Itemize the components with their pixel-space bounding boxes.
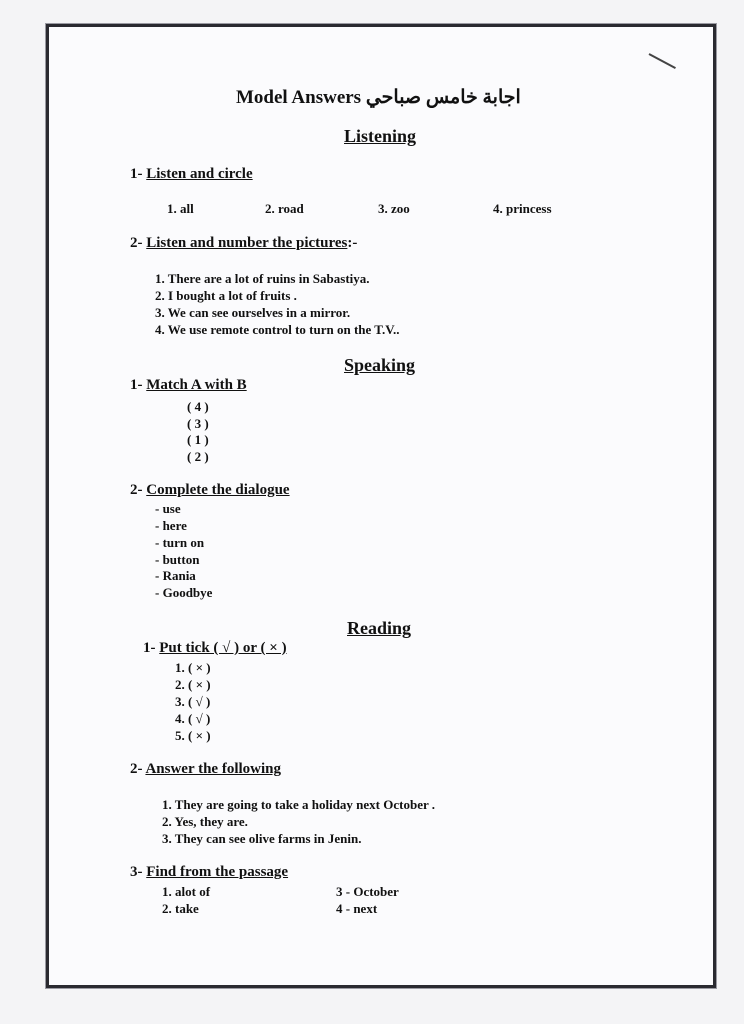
reading-heading: Reading xyxy=(347,618,412,638)
reading-q2-number: 2- xyxy=(130,761,143,777)
speaking-q1-answer: ( 4 ) xyxy=(187,399,209,414)
speaking-q2-answer: - use xyxy=(155,501,181,516)
listening-q2-answer: 1. There are a lot of ruins in Sabastiya. xyxy=(155,271,370,286)
reading-q3-answer: 3 - October xyxy=(336,884,399,899)
reading-q3-label: Find from the passage xyxy=(146,864,289,880)
listening-q2-answer: 4. We use remote control to turn on the T.V.. xyxy=(155,322,400,337)
reading-q1-number: 1- xyxy=(143,640,156,656)
page-title xyxy=(236,86,521,109)
listening-q1-answer: 4. princess xyxy=(493,201,552,216)
speaking-q1-heading xyxy=(130,377,247,394)
speaking-q1-label: Match A with B xyxy=(146,377,247,393)
speaking-q2-label: Complete the dialogue xyxy=(146,482,290,498)
speaking-q2-number: 2- xyxy=(130,482,143,498)
listening-q1-number: 1- xyxy=(130,166,143,182)
speaking-q1-number: 1- xyxy=(130,377,143,393)
reading-q2-heading xyxy=(130,761,281,778)
reading-q2-label: Answer the following xyxy=(145,761,281,777)
reading-q1-answer: 3. ( √ ) xyxy=(175,694,211,709)
reading-q1-label: Put tick ( √ ) or ( × ) xyxy=(159,640,287,656)
title-english: Model Answers xyxy=(236,87,362,108)
listening-q2-heading xyxy=(130,235,357,252)
reading-q2-answer: 2. Yes, they are. xyxy=(162,814,248,829)
reading-q3-answer: 4 - next xyxy=(336,901,378,916)
listening-q2-label: Listen and number the pictures xyxy=(146,235,348,251)
speaking-q2-answer: - Rania xyxy=(155,568,196,583)
reading-q2-answer: 3. They can see olive farms in Jenin. xyxy=(162,831,362,846)
reading-q1-heading xyxy=(143,640,287,657)
reading-q3-heading xyxy=(130,864,288,881)
listening-q1-answer: 2. road xyxy=(265,201,304,216)
speaking-q2-answer: - here xyxy=(155,518,187,533)
speaking-q1-answer: ( 1 ) xyxy=(187,432,209,447)
listening-q1-label: Listen and circle xyxy=(146,166,253,182)
listening-q1-heading xyxy=(130,166,253,183)
reading-q3-answer: 1. alot of xyxy=(162,884,211,899)
listening-q2-suffix: :- xyxy=(347,235,358,251)
speaking-q1-answer: ( 2 ) xyxy=(187,449,209,464)
reading-q1-answer: 5. ( × ) xyxy=(175,728,211,743)
speaking-heading: Speaking xyxy=(344,355,416,375)
reading-q3-answer: 2. take xyxy=(162,901,199,916)
speaking-q2-answer: - button xyxy=(155,552,200,567)
reading-q1-answer: 4. ( √ ) xyxy=(175,711,211,726)
reading-q3-number: 3- xyxy=(130,864,143,880)
listening-q1-answer: 3. zoo xyxy=(378,201,410,216)
title-arabic: اجابة خامس صباحي xyxy=(365,87,521,108)
listening-heading: Listening xyxy=(344,126,417,146)
speaking-q2-answer: - turn on xyxy=(155,535,205,550)
reading-q1-answer: 2. ( × ) xyxy=(175,677,211,692)
reading-q2-answer: 1. They are going to take a holiday next October . xyxy=(162,797,435,812)
listening-q1-answer: 1. all xyxy=(167,201,194,216)
speaking-q2-heading xyxy=(130,482,290,499)
listening-q2-number: 2- xyxy=(130,235,143,251)
listening-q2-answer: 2. I bought a lot of fruits . xyxy=(155,288,297,303)
listening-q2-answer: 3. We can see ourselves in a mirror. xyxy=(155,305,351,320)
speaking-q2-answer: - Goodbye xyxy=(155,585,213,600)
speaking-q1-answer: ( 3 ) xyxy=(187,416,209,431)
reading-q1-answer: 1. ( × ) xyxy=(175,660,211,675)
